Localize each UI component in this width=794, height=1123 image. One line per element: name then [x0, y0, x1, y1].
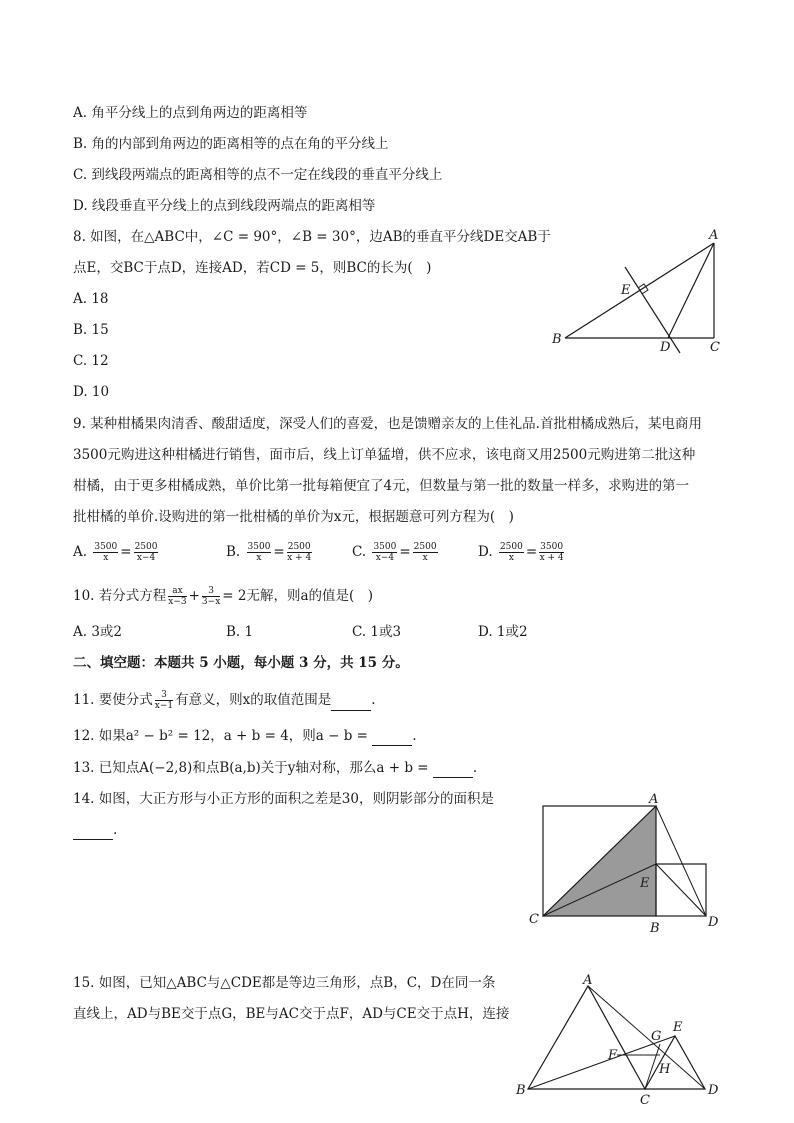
- q7-option-a: A. 角平分线上的点到角两边的距离相等: [73, 105, 308, 121]
- q8-option-d: D. 10: [73, 384, 110, 400]
- q8-line1: 8. 如图，在△ABC中，∠C = 90°，∠B = 30°，边AB的垂直平分线DE交AB于: [73, 229, 551, 245]
- q9-option-d: D. $\frac{2500}{x}$ = $\frac{3500}{x + 4}$: [478, 542, 564, 563]
- q13-stem: 13. 已知点A(−2,8)和点B(a,b)关于y轴对称，那么a + b = .: [73, 760, 478, 776]
- q11-stem: 11. 要使分式 $\frac{3}{x-1}$ 有意义，则x的取值范围是 .: [73, 690, 376, 711]
- q15-label-g: G: [651, 1029, 662, 1044]
- q15-label-f: F: [608, 1048, 618, 1063]
- q8-label-d: D: [660, 340, 671, 355]
- q8-option-b: B. 15: [73, 322, 109, 338]
- q8-label-a: A: [709, 228, 719, 243]
- q9-line4: 批柑橘的单价.设购进的第一批柑橘的单价为x元，根据题意可列方程为( ): [73, 509, 514, 525]
- q10-stem: 10. 若分式方程 $\frac{ax}{x-3}$ + $\frac{3}{3-x}$ = 2无解，则a的值是( ): [73, 586, 374, 607]
- q15-label-a: A: [583, 973, 593, 988]
- q14-label-e: E: [640, 876, 650, 891]
- q15-label-d: D: [708, 1083, 719, 1098]
- q8-line2: 点E，交BC于点D，连接AD，若CD = 5，则BC的长为( ): [73, 260, 432, 276]
- q9-line2: 3500元购进这种柑橘进行销售，面市后，线上订单猛增，供不应求，该电商又用2500元购进第二批这种: [73, 447, 696, 463]
- q15-label-b: B: [516, 1083, 526, 1098]
- q15-label-c: C: [640, 1093, 650, 1108]
- q14-line2: .: [73, 820, 117, 840]
- q8-triangle-figure: [550, 225, 730, 360]
- q15-line1: 15. 如图，已知△ABC与△CDE都是等边三角形，点B，C，D在同一条: [73, 975, 496, 991]
- q14-answer-blank: [73, 825, 113, 840]
- q12-answer-blank: [372, 731, 412, 746]
- section-heading: 二、填空题：本题共 5 小题，每小题 3 分，共 15 分。: [73, 655, 409, 671]
- q15-label-h: H: [659, 1062, 671, 1077]
- q10-option-a: A. 3或2: [73, 624, 123, 640]
- q10-option-c: C. 1或3: [352, 624, 402, 640]
- q14-label-a: A: [649, 792, 659, 807]
- q7-option-c: C. 到线段两端点的距离相等的点不一定在线段的垂直平分线上: [73, 167, 443, 183]
- q15-label-e: E: [673, 1020, 683, 1035]
- q9-option-b: B. $\frac{3500}{x}$ = $\frac{2500}{x + 4}$: [226, 542, 312, 563]
- q8-label-e: E: [621, 283, 631, 298]
- q14-label-d: D: [708, 915, 719, 930]
- q7-option-b: B. 角的内部到角两边的距离相等的点在角的平分线上: [73, 136, 389, 152]
- q14-squares-figure: [525, 792, 725, 937]
- q8-option-a: A. 18: [73, 291, 109, 307]
- q14-label-b: B: [650, 921, 660, 936]
- q15-line2: 直线上，AD与BE交于点G，BE与AC交于点F，AD与CE交于点H，连接: [73, 1006, 510, 1022]
- q11-answer-blank: [331, 696, 371, 711]
- q7-option-d: D. 线段垂直平分线上的点到线段两端点的距离相等: [73, 198, 376, 214]
- q14-line1: 14. 如图，大正方形与小正方形的面积之差是30，则阴影部分的面积是: [73, 791, 494, 807]
- q8-label-c: C: [710, 340, 720, 355]
- q10-option-d: D. 1或2: [478, 624, 528, 640]
- q15-triangles-figure: [512, 970, 722, 1115]
- q13-answer-blank: [433, 763, 473, 778]
- q9-option-a: A. $\frac{3500}{x}$ = $\frac{2500}{x-4}$: [73, 542, 158, 563]
- q14-label-c: C: [529, 912, 539, 927]
- q10-option-b: B. 1: [226, 624, 254, 640]
- q8-label-b: B: [552, 332, 562, 347]
- q9-option-c: C. $\frac{3500}{x-4}$ = $\frac{2500}{x}$: [352, 542, 437, 563]
- q9-line3: 柑橘，由于更多柑橘成熟，单价比第一批每箱便宜了4元，但数量与第一批的数量一样多，求购进的第一: [73, 478, 690, 494]
- q8-option-c: C. 12: [73, 353, 109, 369]
- q12-stem: 12. 如果a² − b² = 12，a + b = 4，则a − b = .: [73, 728, 417, 744]
- q9-line1: 9. 某种柑橘果肉清香、酸甜适度，深受人们的喜爱，也是馈赠亲友的上佳礼品.首批柑橘成熟后，某电商用: [73, 416, 702, 432]
